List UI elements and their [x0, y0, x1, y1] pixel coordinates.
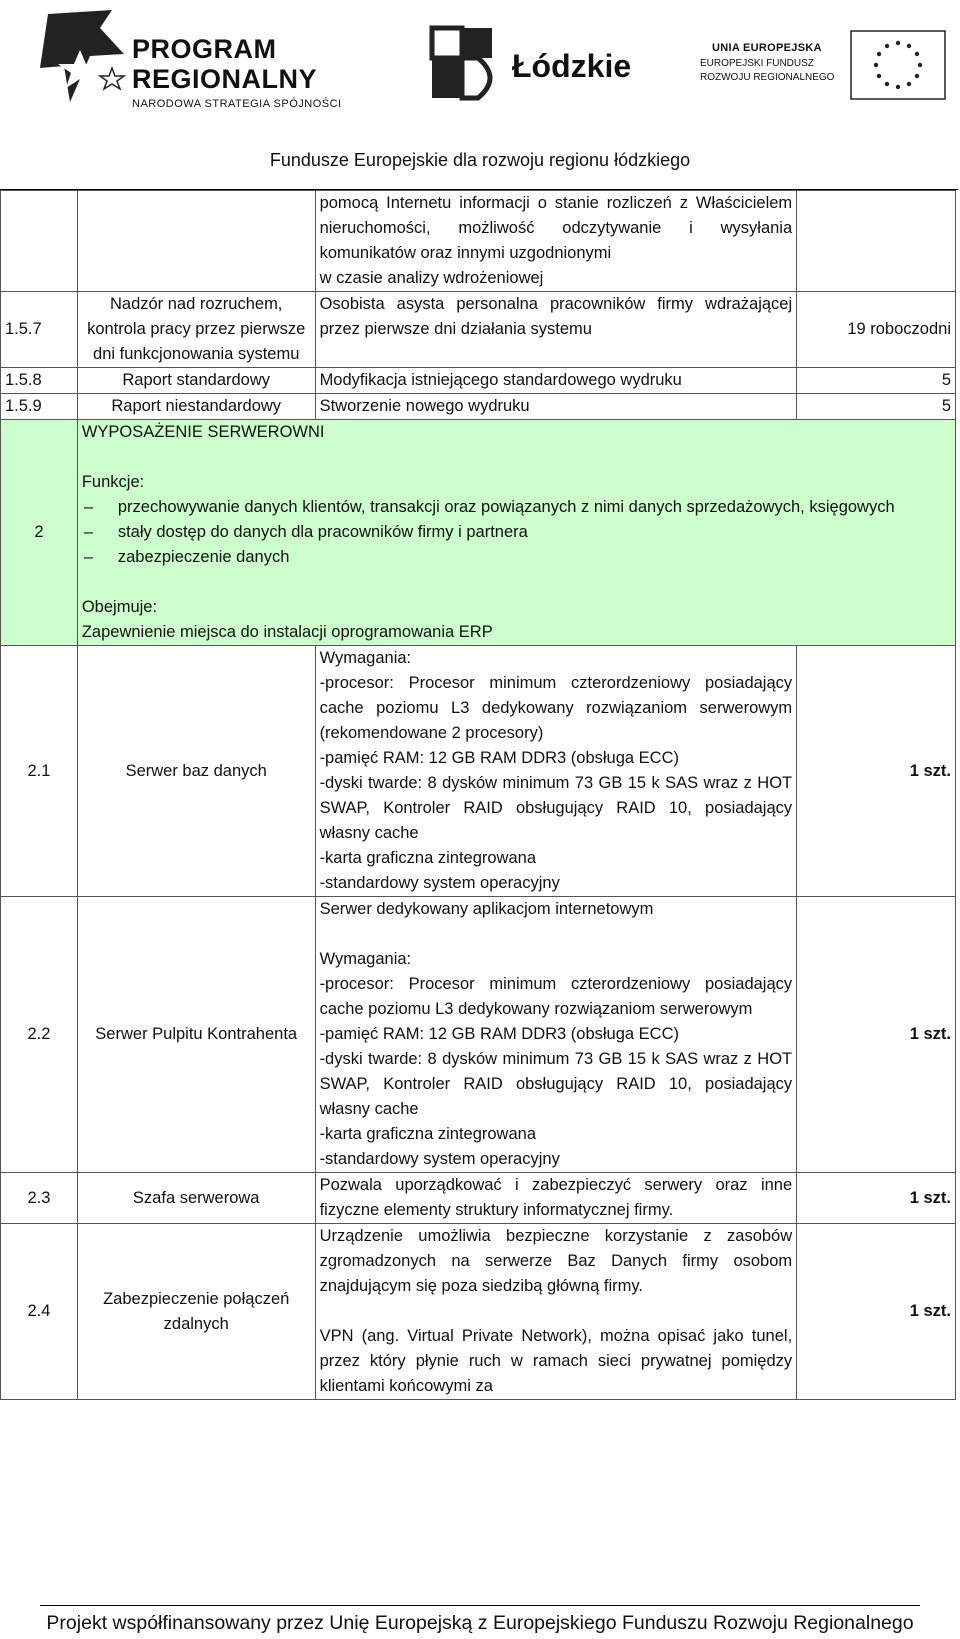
eu-flag-icon	[850, 30, 946, 100]
eu-line1: UNIA EUROPEJSKA	[712, 42, 822, 54]
cont-line-1: pomocą Internetu informacji o stanie rozliczeń z Właścicielem nieruchomości, możliwość odczytywanie i wysyłania komunikatów oraz innymi uzgodnionymi	[319, 194, 793, 262]
row-21-desc	[315, 646, 797, 897]
row-159-qty: 5	[797, 394, 956, 420]
row-21-req4: -karta graficzna zintegrowana	[319, 849, 537, 867]
row-24-desc2: VPN (ang. Virtual Private Network), można opisać jako tunel, przez który płynie ruch w ramach sieci prywatnej pomiędzy klientami końcowymi za	[319, 1327, 793, 1395]
row-157-desc: Osobista asysta personalna pracowników firmy wdrażającej przez pierwsze dni działania systemu	[315, 292, 797, 368]
list-item: – zabezpieczenie danych	[82, 545, 951, 570]
table-row-section-2	[1, 420, 956, 646]
section-2-functions-label: Funkcje:	[81, 473, 145, 491]
row-22-req1: -procesor: Procesor minimum czterordzeniowy posiadający cache poziomu L3 dedykowany rozwiązaniom serwerowym	[319, 975, 793, 1018]
section-2-includes: Zapewnienie miejsca do instalacji oprogramowania ERP	[81, 623, 493, 641]
row-22-name: Serwer Pulpitu Kontrahenta	[77, 897, 315, 1173]
cell-num	[1, 191, 78, 292]
row-158-qty: 5	[797, 368, 956, 394]
row-24-num: 2.4	[1, 1224, 78, 1400]
row-22-qty: 1 szt.	[797, 897, 956, 1173]
row-23-qty: 1 szt.	[797, 1173, 956, 1224]
row-159-name: Raport niestandardowy	[77, 394, 315, 420]
row-21-req5: -standardowy system operacyjny	[319, 874, 560, 892]
list-item: – przechowywanie danych klientów, transakcji oraz powiązanych z nimi danych sprzedażowych, księgowych	[82, 495, 951, 520]
table-row-2-2	[1, 897, 956, 1173]
section-2-functions-list	[82, 495, 951, 570]
row-22-req-label: Wymagania:	[319, 950, 412, 968]
section-2-title: WYPOSAŻENIE SERWEROWNI	[81, 423, 325, 441]
section-2-num: 2	[1, 420, 78, 646]
row-24-desc1: Urządzenie umożliwia bezpieczne korzystanie z zasobów zgromadzonych na serwerze Baz Danych firmy osobom znajdującym się poza siedzibą główną firmy.	[319, 1227, 793, 1295]
section-2-body	[77, 420, 955, 646]
eu-logo	[700, 30, 950, 100]
table-row-1-5-7	[1, 292, 956, 368]
list-item: – stały dostęp do danych dla pracowników firmy i partnera	[82, 520, 951, 545]
row-23-name: Szafa serwerowa	[77, 1173, 315, 1224]
row-21-num: 2.1	[1, 646, 78, 897]
row-22-intro: Serwer dedykowany aplikacjom internetowym	[319, 900, 654, 918]
row-22-req5: -standardowy system operacyjny	[319, 1150, 560, 1168]
row-24-name: Zabezpieczenie połączeń zdalnych	[77, 1224, 315, 1400]
table-row-2-3	[1, 1173, 956, 1224]
row-21-req3: -dyski twarde: 8 dysków minimum 73 GB 15 k SAS wraz z HOT SWAP, Kontroler RAID obsługujący RAID 10, posiadający własny cache	[319, 774, 793, 842]
program-regionalny-logo	[40, 10, 380, 110]
row-157-name: Nadzór nad rozruchem, kontrola pracy przez pierwsze dni funkcjonowania systemu	[77, 292, 315, 368]
footer-rule	[40, 1605, 920, 1606]
row-24-qty: 1 szt.	[797, 1224, 956, 1400]
row-23-desc: Pozwala uporządkować i zabezpieczyć serwery oraz inne fizyczne elementy struktury informatycznej firmy.	[315, 1173, 797, 1224]
region-name: Łódzkie	[512, 48, 632, 84]
row-21-req2: -pamięć RAM: 12 GB RAM DDR3 (obsługa ECC)	[319, 749, 679, 767]
row-159-desc: Stworzenie nowego wydruku	[315, 394, 797, 420]
program-line1: PROGRAM	[132, 34, 277, 64]
cont-line-2: w czasie analizy wdrożeniowej	[319, 269, 544, 287]
row-158-desc: Modyfikacja istniejącego standardowego wydruku	[315, 368, 797, 394]
eu-line3: ROZWOJU REGIONALNEGO	[700, 72, 835, 83]
lodzkie-logo	[428, 24, 632, 104]
row-159-num: 1.5.9	[1, 394, 78, 420]
row-24-desc	[315, 1224, 797, 1400]
row-22-req3: -dyski twarde: 8 dysków minimum 73 GB 15 k SAS wraz z HOT SWAP, Kontroler RAID obsługujący RAID 10, posiadający własny cache	[319, 1050, 793, 1118]
row-22-num: 2.2	[1, 897, 78, 1173]
page-header	[0, 0, 960, 190]
row-21-name: Serwer baz danych	[77, 646, 315, 897]
lodzkie-mark-icon	[428, 24, 508, 104]
table-row-2-1	[1, 646, 956, 897]
row-158-num: 1.5.8	[1, 368, 78, 394]
row-157-num: 1.5.7	[1, 292, 78, 368]
section-2-includes-label: Obejmuje:	[81, 598, 158, 616]
row-22-desc	[315, 897, 797, 1173]
cell-name	[77, 191, 315, 292]
table-row-1-5-8	[1, 368, 956, 394]
row-23-num: 2.3	[1, 1173, 78, 1224]
row-157-qty: 19 roboczodni	[797, 292, 956, 368]
row-22-req4: -karta graficzna zintegrowana	[319, 1125, 537, 1143]
table-row-continuation	[1, 191, 956, 292]
row-158-name: Raport standardowy	[77, 368, 315, 394]
row-21-req1: -procesor: Procesor minimum czterordzeniowy posiadający cache poziomu L3 dedykowany rozwiązaniom serwerowym (rekomendowane 2 procesory)	[319, 674, 793, 742]
cell-desc	[315, 191, 797, 292]
table-row-1-5-9	[1, 394, 956, 420]
specification-table	[0, 190, 956, 1400]
cell-qty	[797, 191, 956, 292]
eu-line2: EUROPEJSKI FUNDUSZ	[700, 58, 814, 69]
row-22-req2: -pamięć RAM: 12 GB RAM DDR3 (obsługa ECC)	[319, 1025, 679, 1043]
program-line2: REGIONALNY	[132, 64, 318, 94]
page-footer: Projekt współfinansowany przez Unię Europejską z Europejskiego Funduszu Rozwoju Regionalnego	[46, 1612, 914, 1634]
table-row-2-4	[1, 1224, 956, 1400]
row-21-req-label: Wymagania:	[319, 649, 412, 667]
star-emblem-icon	[40, 10, 140, 110]
page-subtitle: Fundusze Europejskie dla rozwoju regionu łódzkiego	[269, 150, 691, 170]
program-line3: NARODOWA STRATEGIA SPÓJNOŚCI	[132, 98, 342, 110]
row-21-qty: 1 szt.	[797, 646, 956, 897]
